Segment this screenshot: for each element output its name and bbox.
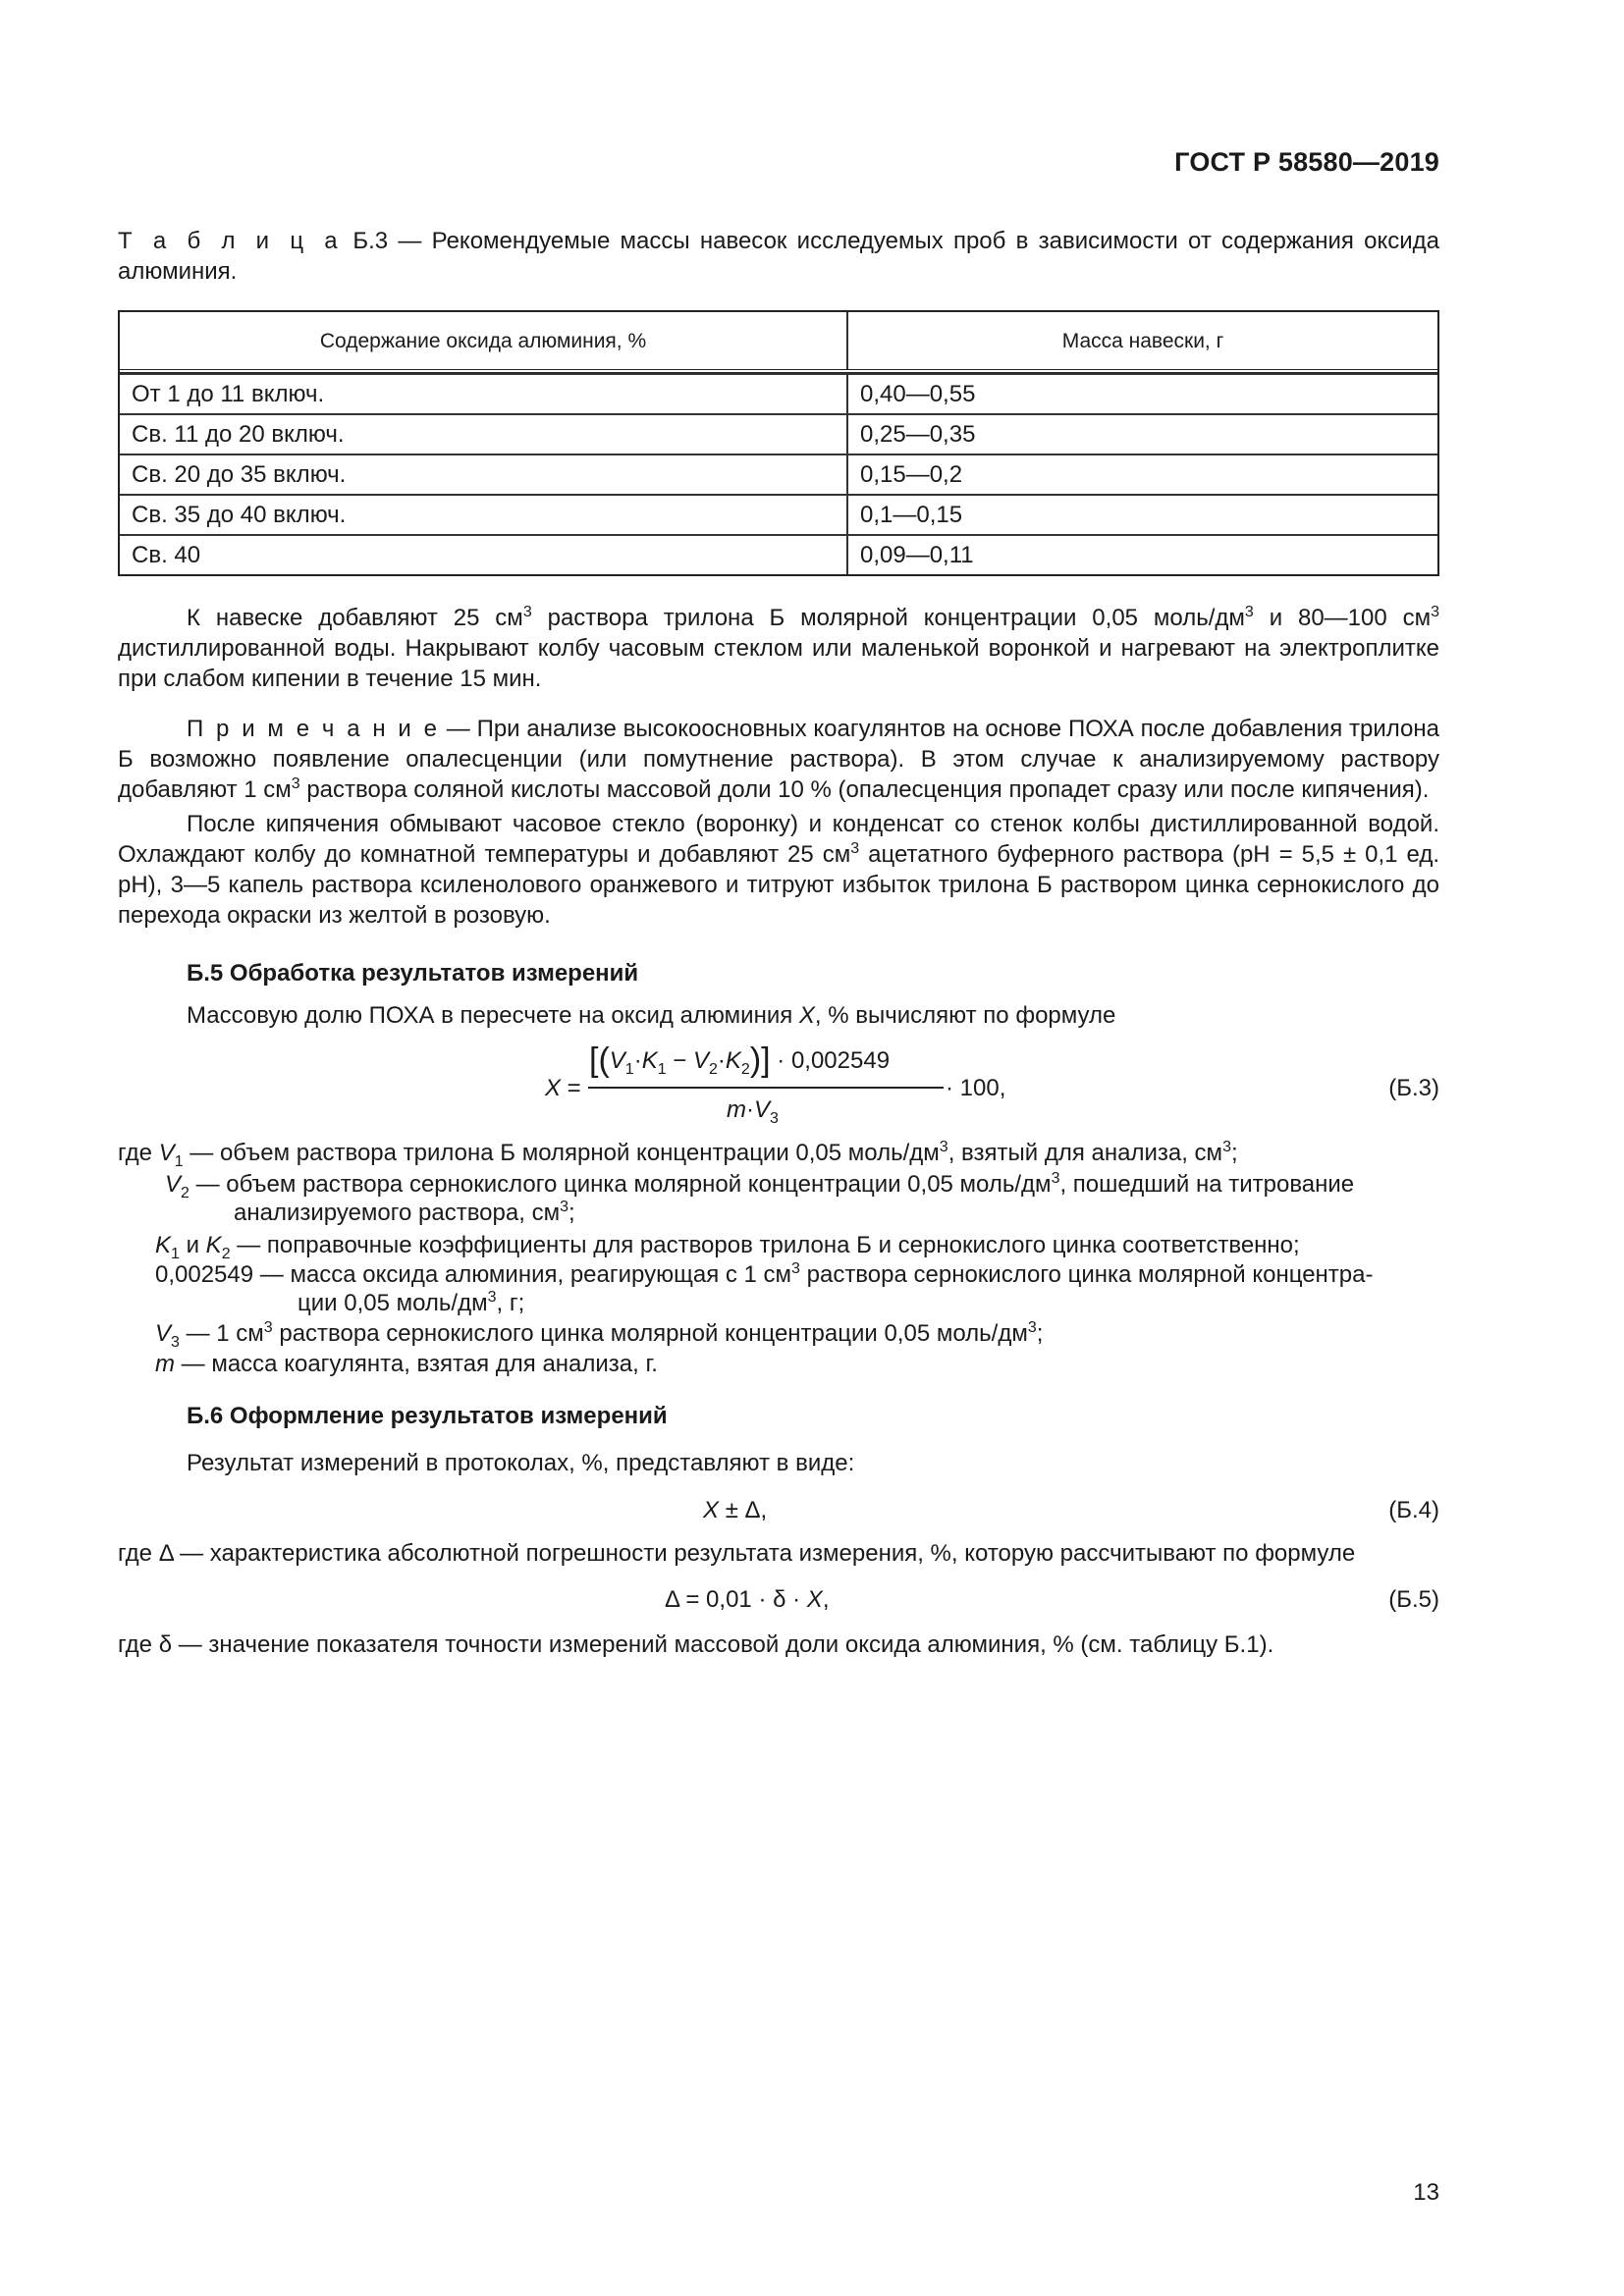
table-cell: Св. 40 bbox=[120, 536, 848, 574]
formula-b5: Δ = 0,01 · δ · X, bbox=[665, 1586, 830, 1613]
note-paragraph: П р и м е ч а н и е — При анализе высокоосновных коагулянтов на основе ПОХА после добавления трилона Б возможно появление опалесценции (или помутнение раствора). В этом случае к анализируемому раствору добавляют 1 $см^3$ раствора соляной кислоты массовой доли 10 % (опалесценция пропадет сразу или после кипячения). bbox=[118, 716, 1439, 803]
formula-denominator: $m\cdot V_3$ bbox=[727, 1096, 779, 1127]
where-constant-cont: ции 0,05 моль/$дм^3$, г; bbox=[298, 1289, 525, 1316]
paragraph-titration: После кипячения обмывают часовое стекло (воронку) и конденсат со стенок колбы дистиллированной водой. Охлаждают колбу до комнатной температуры и добавляют 25 $см^3$ ацетатного буферного раствора (pH = 5,5 ± 0,1 ед. pH), 3—5 капель раствора ксиленолового оранжевого и титруют избыток трилона Б раствором цинка сернокислого до перехода окраски из желтой в розовую. bbox=[118, 811, 1439, 929]
section-b6-heading: Б.6 Оформление результатов измерений bbox=[187, 1403, 668, 1429]
page-number: 13 bbox=[1413, 2179, 1439, 2206]
table-row bbox=[120, 494, 1437, 534]
where-m: m — масса коагулянта, взятая для анализа, г. bbox=[155, 1351, 658, 1377]
column-header: Содержание оксида алюминия, % bbox=[120, 312, 848, 369]
equation-number-b4: (Б.4) bbox=[1388, 1497, 1439, 1523]
document-code: ГОСТ Р 58580—2019 bbox=[1174, 147, 1439, 177]
where-k: $K_1$ и $K_2$ — поправочные коэффициенты для растворов трилона Б и сернокислого цинка соответственно; bbox=[155, 1232, 1300, 1262]
table-row bbox=[120, 413, 1437, 454]
table-header bbox=[120, 312, 1437, 373]
table-cell: Св. 20 до 35 включ. bbox=[120, 455, 848, 494]
table-cell: 0,1—0,15 bbox=[860, 502, 963, 528]
table-row bbox=[120, 534, 1437, 574]
table-cell: 0,09—0,11 bbox=[860, 542, 974, 568]
paragraph-reagents: К навеске добавляют 25 $см^3$ раствора трилона Б молярной концентрации 0,05 моль/$дм^3$ и 80—100 $см^3$ дистиллированной воды. Накрывают колбу часовым стеклом или маленькой воронкой и нагревают на электроплитке при слабом кипении в течение 15 мин. bbox=[118, 604, 1440, 692]
table-cell: Св. 35 до 40 включ. bbox=[120, 496, 848, 534]
table-caption-label: Т а б л и ц а bbox=[118, 228, 344, 254]
section-b5-intro: Массовую долю ПОХА в пересчете на оксид алюминия X, % вычисляют по формуле bbox=[187, 1002, 1116, 1029]
equation-number-b3: (Б.3) bbox=[1388, 1075, 1439, 1101]
table-cell: От 1 до 11 включ. bbox=[120, 375, 848, 413]
where-v1: где $V_1$ — объем раствора трилона Б молярной концентрации 0,05 моль/$дм^3$, взятый для анализа, $см^3$; bbox=[118, 1139, 1238, 1170]
table-caption-text: Б.3 — Рекомендуемые массы навесок исследуемых проб в зависимости от содержания оксида алюминия. bbox=[118, 228, 1439, 285]
formula-lhs: X = bbox=[545, 1075, 581, 1101]
table-cell: 0,25—0,35 bbox=[860, 421, 976, 448]
where-delta: где Δ — характеристика абсолютной погрешности результата измерения, %, которую рассчитывают по формуле bbox=[118, 1540, 1356, 1567]
where-small-delta: где δ — значение показателя точности измерений массовой доли оксида алюминия, % (см. таблицу Б.1). bbox=[118, 1631, 1274, 1658]
table-row bbox=[120, 373, 1437, 413]
table-caption bbox=[118, 226, 1439, 287]
where-v2: $V_2$ — объем раствора сернокислого цинка молярной концентрации 0,05 моль/$дм^3$, пошедший на титрование bbox=[165, 1170, 1355, 1201]
equation-number-b5: (Б.5) bbox=[1388, 1586, 1439, 1613]
formula-b4: X ± Δ, bbox=[703, 1497, 768, 1523]
fraction-bar bbox=[588, 1087, 944, 1089]
where-v2-cont: анализируемого раствора, $см^3$; bbox=[234, 1199, 575, 1226]
formula-b3 bbox=[545, 1041, 1036, 1134]
table-cell: 0,40—0,55 bbox=[860, 381, 976, 407]
formula-numerator: $[(V_1\cdot K_1 - V_2\cdot K_2)] \cdot 0,002549$ bbox=[589, 1041, 891, 1079]
formula-tail: · 100, bbox=[946, 1075, 1006, 1101]
column-header: Масса навески, г bbox=[1061, 329, 1224, 352]
where-constant: 0,002549 — масса оксида алюминия, реагирующая с 1 $см^3$ раствора сернокислого цинка молярной концентра- bbox=[155, 1260, 1374, 1288]
mass-table bbox=[118, 310, 1439, 576]
section-b6-intro: Результат измерений в протоколах, %, представляют в виде: bbox=[187, 1450, 855, 1476]
where-v3: $V_3$ — 1 $см^3$ раствора сернокислого цинка молярной концентрации 0,05 моль/$дм^3$; bbox=[155, 1319, 1044, 1351]
table-row bbox=[120, 454, 1437, 494]
table-cell: Св. 11 до 20 включ. bbox=[120, 415, 848, 454]
table-cell: 0,15—0,2 bbox=[860, 461, 963, 488]
note-label: П р и м е ч а н и е bbox=[187, 716, 440, 742]
section-b5-heading: Б.5 Обработка результатов измерений bbox=[187, 960, 639, 987]
